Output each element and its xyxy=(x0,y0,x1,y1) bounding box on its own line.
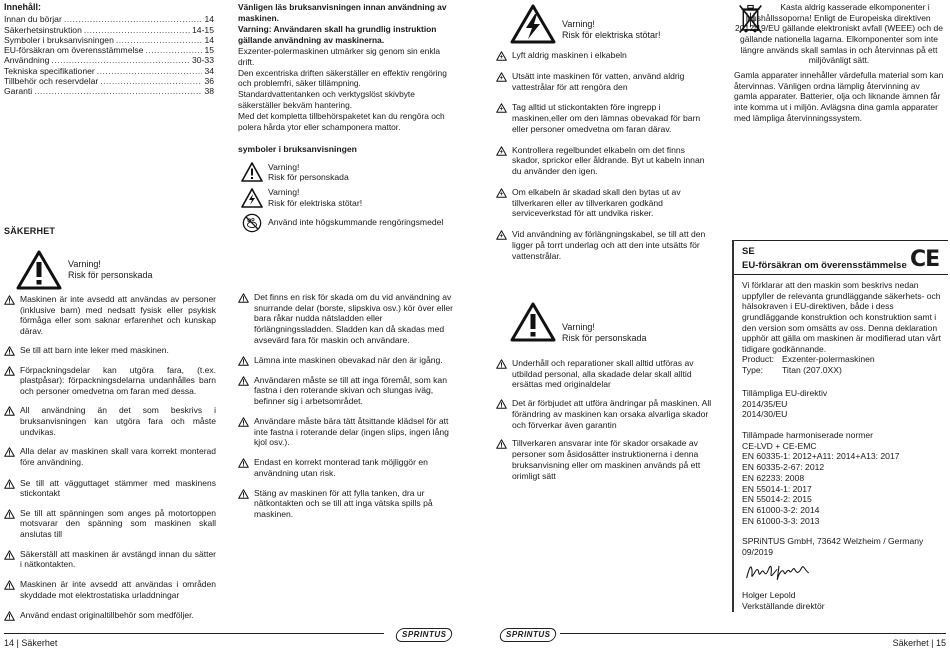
toc-entry-page: 34 xyxy=(204,65,214,76)
brand-logo-right: SPRINTUS xyxy=(499,628,558,642)
list-item-text: Om elkabeln är skadad skall den bytas ut av tillverkaren eller av tillverkaren godkänd serviceverkstad för att undvika risker. xyxy=(512,186,681,219)
list-item xyxy=(4,405,216,437)
norm: EN 55014-1: 2017 xyxy=(742,483,812,494)
toc-entry-page: 14 xyxy=(204,34,214,45)
symbol-electric xyxy=(241,187,458,208)
safety-warning xyxy=(16,250,153,290)
intro-line-1: Vänligen läs bruksanvisningen innan användning av maskinen. xyxy=(238,2,447,23)
symbol-foam xyxy=(241,213,458,233)
symbol-electric-sublabel: Risk för elektriska stötar! xyxy=(268,197,363,208)
list-item-text: Vid användning av förlängningskabel, se till att den ligger på torrt underlag och att den inte utsätts för vattenstrålar. xyxy=(512,229,706,261)
list-item xyxy=(238,457,454,478)
symbol-electric-label: Varning! xyxy=(268,187,300,198)
list-item-text: Användare måste bära tätt åtsittande klädsel för att inte fastna i roterande delar (ingen slips, ingen lång kjol osv.). xyxy=(254,415,449,448)
intro-line-6: Med det kompletta tillbehörspaketet kan du rengöra och polera hårda ytor eller schamponera mattor. xyxy=(238,111,445,133)
list-item-text: Det är förbjudet att utföra ändringar på maskinen. All förändring av maskinen kan orsaka alvarliga skador och förverkar även garantin xyxy=(512,398,712,430)
list-item-text: Utsätt inte maskinen för vatten, använd aldrig vattestrålar för att rengöra den xyxy=(512,71,685,92)
directive: 2014/35/EU xyxy=(742,398,788,409)
warning-triangle-icon xyxy=(496,399,507,409)
toc-entry-label: Innan du börjar xyxy=(4,14,62,25)
intro-line-4: Den excentriska driften säkerställer en effektiv rengöring och problemfri, säker tillämpning. xyxy=(238,67,447,89)
warning-triangle-icon xyxy=(4,509,15,519)
warning-triangle-icon xyxy=(4,580,15,590)
directive: 2014/30/EU xyxy=(742,409,788,420)
toc-entry[interactable] xyxy=(4,14,214,24)
electric-hazard-icon xyxy=(496,146,507,156)
toc-leader xyxy=(116,35,203,46)
list-item-text: Maskinen är inte avsedd att användas i områden skyddade mot elektrostatiska urladdningar xyxy=(20,578,216,600)
electric-hazard-icon xyxy=(496,51,507,61)
declaration-lang: SE xyxy=(742,246,755,257)
norm: CE-LVD + CE-EMC xyxy=(742,440,817,451)
list-item-text: Se till att spänningen som anges på motortoppen motsvarar den spänning som maskinen skall anslutas till xyxy=(20,507,216,539)
toc-entry[interactable] xyxy=(4,55,214,65)
list-item-text: Förpackningsdelar kan utgöra fara, (t.ex. plastpåsar): förpackningsdelarna undanhålles barn och personer omedvetna om faran med dessa. xyxy=(20,364,216,396)
safety-heading: SÄKERHET xyxy=(4,226,56,236)
symbols-heading: symboler i bruksanvisningen xyxy=(238,144,357,154)
list-item-text: All användning än det som beskrivs i bruksanvisningen kan utgöra fara och måste undvikas. xyxy=(20,405,216,437)
toc-entry[interactable] xyxy=(4,66,214,76)
ce-mark: CE xyxy=(910,247,940,272)
list-item xyxy=(4,579,216,600)
intro-line-5: Standardvattentanken och verktygslöst skivbyte säkerställer bekväm hantering. xyxy=(238,89,415,111)
toc-entry-page: 15 xyxy=(204,45,214,56)
declaration-date: 09/2019 xyxy=(742,546,774,557)
warning-triangle-icon xyxy=(4,406,15,416)
list-item xyxy=(238,416,454,448)
list-item xyxy=(238,292,454,346)
list-item xyxy=(4,478,216,499)
list-item xyxy=(4,294,216,337)
list-item-text: Se till att vägguttaget stämmer med maskinens stickontakt xyxy=(20,477,216,499)
list-item-text: Underhåll och reparationer skall alltid utföras av utbildad personal, alla skadade delar skall alltid ersättas med originaldelar xyxy=(512,358,694,390)
toc-entry-page: 14-15 xyxy=(192,24,214,35)
directives-title: Tillämpliga EU-direktiv xyxy=(742,388,828,398)
list-item-text: Kontrollera regelbundet elkabeln om det finns skador, sprickor eller åldrande. Byt ut kabeln innan du använder den igen. xyxy=(512,144,705,177)
intro-text xyxy=(238,2,456,133)
table-of-contents xyxy=(4,2,214,97)
footer-left: 14 | Säkerhet xyxy=(4,638,58,648)
warning-triangle-icon xyxy=(238,458,249,468)
toc-entry[interactable] xyxy=(4,76,214,86)
toc-entry-label: Säkerhetsinstruktion xyxy=(4,24,82,35)
safety-list xyxy=(4,294,216,629)
footer-right: Säkerhet | 15 xyxy=(892,638,946,648)
electric-hazard-icon xyxy=(510,4,556,44)
warning-label: Varning! xyxy=(68,258,101,269)
toc-leader xyxy=(100,76,202,87)
toc-entry-label: EU-försäkran om överensstämmelse xyxy=(4,45,144,56)
toc-leader xyxy=(34,86,202,97)
warning-triangle-icon xyxy=(496,439,507,449)
toc-leader xyxy=(64,14,203,25)
list-item xyxy=(4,610,216,621)
list-item xyxy=(496,187,714,219)
weee-recycling: Gamla apparater innehåller värdefulla material som kan återvinnas. Vänligen ordna lämplig återvinning av gamla apparater. Batterier, olja och liknande ämnen får inte komma ut i miljön. Avlägsna dina gamla apparater med lämpliga återvinningssystem. xyxy=(734,70,944,123)
signatory: Holger Lepold xyxy=(742,590,796,600)
personal-warning-label: Varning! xyxy=(562,322,595,332)
list-item xyxy=(496,50,714,61)
list-item xyxy=(238,375,454,407)
type-value: Titan (207.0XX) xyxy=(782,364,842,375)
list-item xyxy=(238,488,454,520)
signature xyxy=(744,560,814,584)
warning-triangle-icon xyxy=(4,366,15,376)
warning-triangle-icon xyxy=(16,250,62,290)
list-item xyxy=(496,145,714,177)
warning-triangle-icon xyxy=(496,359,507,369)
no-foam-icon xyxy=(241,213,263,233)
list-item-text: Det finns en risk för skada om du vid användning av snurrande delar (borste, slipskiva osv.) kör över eller bara råkar nudda nätsladden eller förlängningssladden. Sladden kan då skadas med avsevärd fara för maskin och användare. xyxy=(254,292,454,345)
warning-triangle-icon xyxy=(241,162,263,182)
toc-entry[interactable] xyxy=(4,35,214,45)
signatory-role: Verkställande direktör xyxy=(742,600,825,611)
personal-warning-sublabel: Risk för personskada xyxy=(562,333,647,344)
personal-warning xyxy=(510,300,647,345)
electric-warning-label: Varning! xyxy=(562,18,595,29)
warning-triangle-icon xyxy=(238,489,249,499)
list-item-text: Se till att barn inte leker med maskinen. xyxy=(20,344,169,355)
warning-triangle-icon xyxy=(510,302,556,342)
list-item-text: Använd endast originaltillbehör som medföljer. xyxy=(20,610,194,621)
warning-triangle-icon xyxy=(238,417,249,427)
toc-leader xyxy=(97,66,203,77)
toc-entry-label: Tillbehör och reservdelar xyxy=(4,76,99,87)
toc-entry-page: 36 xyxy=(204,76,214,87)
list-item-text: Säkerställ att maskinen är avstängd innan du sätter i nätkontakten. xyxy=(20,548,216,570)
symbol-personal-sublabel: Risk för personskada xyxy=(268,172,349,183)
list-item-text: Stäng av maskinen för att fylla tanken, dra ur nätkontakten och se till att inga vätska spills på maskinen. xyxy=(254,487,433,520)
list-item xyxy=(496,438,714,481)
list-item xyxy=(4,508,216,540)
electric-hazard-icon xyxy=(496,230,507,240)
footer-rule-left xyxy=(4,633,384,634)
list-item xyxy=(496,71,714,92)
symbol-personal-label: Varning! xyxy=(268,161,300,172)
toc-entry[interactable] xyxy=(4,25,214,35)
brand-logo-left: SPRINTUS xyxy=(395,628,454,642)
middle-safety-list xyxy=(238,292,454,528)
toc-entry-label: Symboler i bruksanvisningen xyxy=(4,34,114,45)
warning-triangle-icon xyxy=(238,293,249,303)
product-value: Exzenter-polermaskinen xyxy=(782,354,875,364)
list-item-text: Maskinen är inte avsedd att användas av personer (inklusive barn) med nedsatt fysisk eller psykisk förmåga eller som saknar erfarenhet och kunskap därav. xyxy=(20,294,216,336)
toc-leader xyxy=(145,45,202,56)
toc-title: Innehåll: xyxy=(4,2,42,12)
norm: EN 60335-2-67: 2012 xyxy=(742,462,825,473)
toc-entry-page: 38 xyxy=(204,86,214,97)
list-item-text: Alla delar av maskinen skall vara korrekt monterad före användning. xyxy=(20,446,216,467)
warning-triangle-icon xyxy=(4,447,15,457)
declaration-intro: Vi förklarar att den maskin som beskrivs nedan uppfyller de relevanta grundläggande säkerhets- och hälsokraven i EU-direktiven, både i dess grundläggande konstruktion och konstruktion samt i den version som omsätts av oss. Denna deklaration upphör att gälla om maskinen är modifierad utan vårt tidigare godkännande. xyxy=(742,280,941,354)
toc-entry-label: Användning xyxy=(4,55,50,66)
symbol-foam-label: Använd inte högskummande rengöringsmedel xyxy=(268,217,444,228)
list-item xyxy=(4,446,216,467)
warning-sublabel: Risk för personskada xyxy=(68,270,153,280)
norm: EN 55014-2: 2015 xyxy=(742,494,812,505)
type-label: Type: xyxy=(742,364,764,375)
declaration-title: EU-försäkran om överensstämmelse xyxy=(742,260,907,271)
intro-line-2: Varning: Användaren skall ha grundlig instruktion gällande användning av maskinerna. xyxy=(238,23,437,45)
electric-hazard-icon xyxy=(496,103,507,113)
weee-notice: Kasta aldrig kasserade elkomponenter i hushållssoporna! Enligt de Europeiska direktiven 2012/19/EU gällande elektroniskt avfall (WEEE) och de gällande nationella lagarna. Elkomponenter som inte längre används skall samlas in och återvinnas på ett miljövänligt sätt. xyxy=(735,2,943,66)
electric-hazard-icon xyxy=(496,72,507,82)
norm: EN 62233: 2008 xyxy=(742,472,805,483)
toc-entry-label: Tekniska specifikationer xyxy=(4,65,95,76)
intro-line-3: Exzenter-polermaskinen utmärker sig genom sin enkla drift. xyxy=(238,45,441,67)
electric-warning xyxy=(510,4,661,44)
norm: EN 61000-3-3: 2013 xyxy=(742,515,820,526)
warning-triangle-icon xyxy=(4,346,15,356)
toc-leader xyxy=(51,55,190,66)
list-item xyxy=(496,102,714,134)
list-item-text: Endast en korrekt monterad tank möjliggör en användning utan risk. xyxy=(254,457,428,478)
toc-entry-page: 30-33 xyxy=(192,55,214,66)
electric-safety-list xyxy=(496,50,714,271)
toc-entry-page: 14 xyxy=(204,14,214,25)
warning-triangle-icon xyxy=(4,611,15,621)
list-item xyxy=(496,229,714,261)
personal-safety-list xyxy=(496,358,714,489)
electric-hazard-icon xyxy=(496,188,507,198)
symbols-section xyxy=(238,144,458,237)
list-item xyxy=(4,365,216,397)
warning-triangle-icon xyxy=(238,356,249,366)
list-item-text: Lyft aldrig maskinen i elkabeln xyxy=(512,50,627,60)
electric-hazard-icon xyxy=(241,188,263,208)
toc-entry-label: Garanti xyxy=(4,86,33,97)
toc-leader xyxy=(84,25,190,36)
norm: EN 60335-1: 2012+A11: 2014+A13: 2017 xyxy=(742,451,900,462)
symbol-personal xyxy=(241,162,458,183)
list-item xyxy=(496,398,714,430)
list-item xyxy=(4,549,216,570)
list-item xyxy=(496,358,714,390)
norm: EN 61000-3-2: 2014 xyxy=(742,505,820,516)
company: SPRiNTUS GmbH, 73642 Welzheim / Germany xyxy=(742,536,924,546)
eu-declaration xyxy=(732,240,946,612)
electric-warning-sublabel: Risk för elektriska stötar! xyxy=(562,30,661,40)
footer-rule-right xyxy=(560,633,946,634)
warning-triangle-icon xyxy=(4,550,15,560)
list-item-text: Tag alltid ut stickontakten före ingrepp i maskinen,eller om den lämnas obevakad för barn eller personer omedvetna om faran därav. xyxy=(512,102,701,134)
list-item-text: Lämna inte maskinen obevakad när den är igång. xyxy=(254,354,443,365)
list-item xyxy=(4,345,216,356)
toc-entry[interactable] xyxy=(4,86,214,96)
warning-triangle-icon xyxy=(238,376,249,386)
list-item xyxy=(238,355,454,366)
list-item-text: Användaren måste se till att inga föremål, som kan fastna i den roterande skivan och slungas iväg, befinner sig i arbetsområdet. xyxy=(254,374,447,407)
warning-triangle-icon xyxy=(4,295,15,305)
warning-triangle-icon xyxy=(4,479,15,489)
toc-entry[interactable] xyxy=(4,45,214,55)
norms-title: Tillämpade harmoniserade normer xyxy=(742,430,874,440)
list-item-text: Tillverkaren ansvarar inte för skador orsakade av personer som åsidosätter instruktionerna i denna bruksanvisning eller om maskinen används på ett orimligt sätt xyxy=(512,438,701,481)
product-label: Product: xyxy=(742,354,775,364)
